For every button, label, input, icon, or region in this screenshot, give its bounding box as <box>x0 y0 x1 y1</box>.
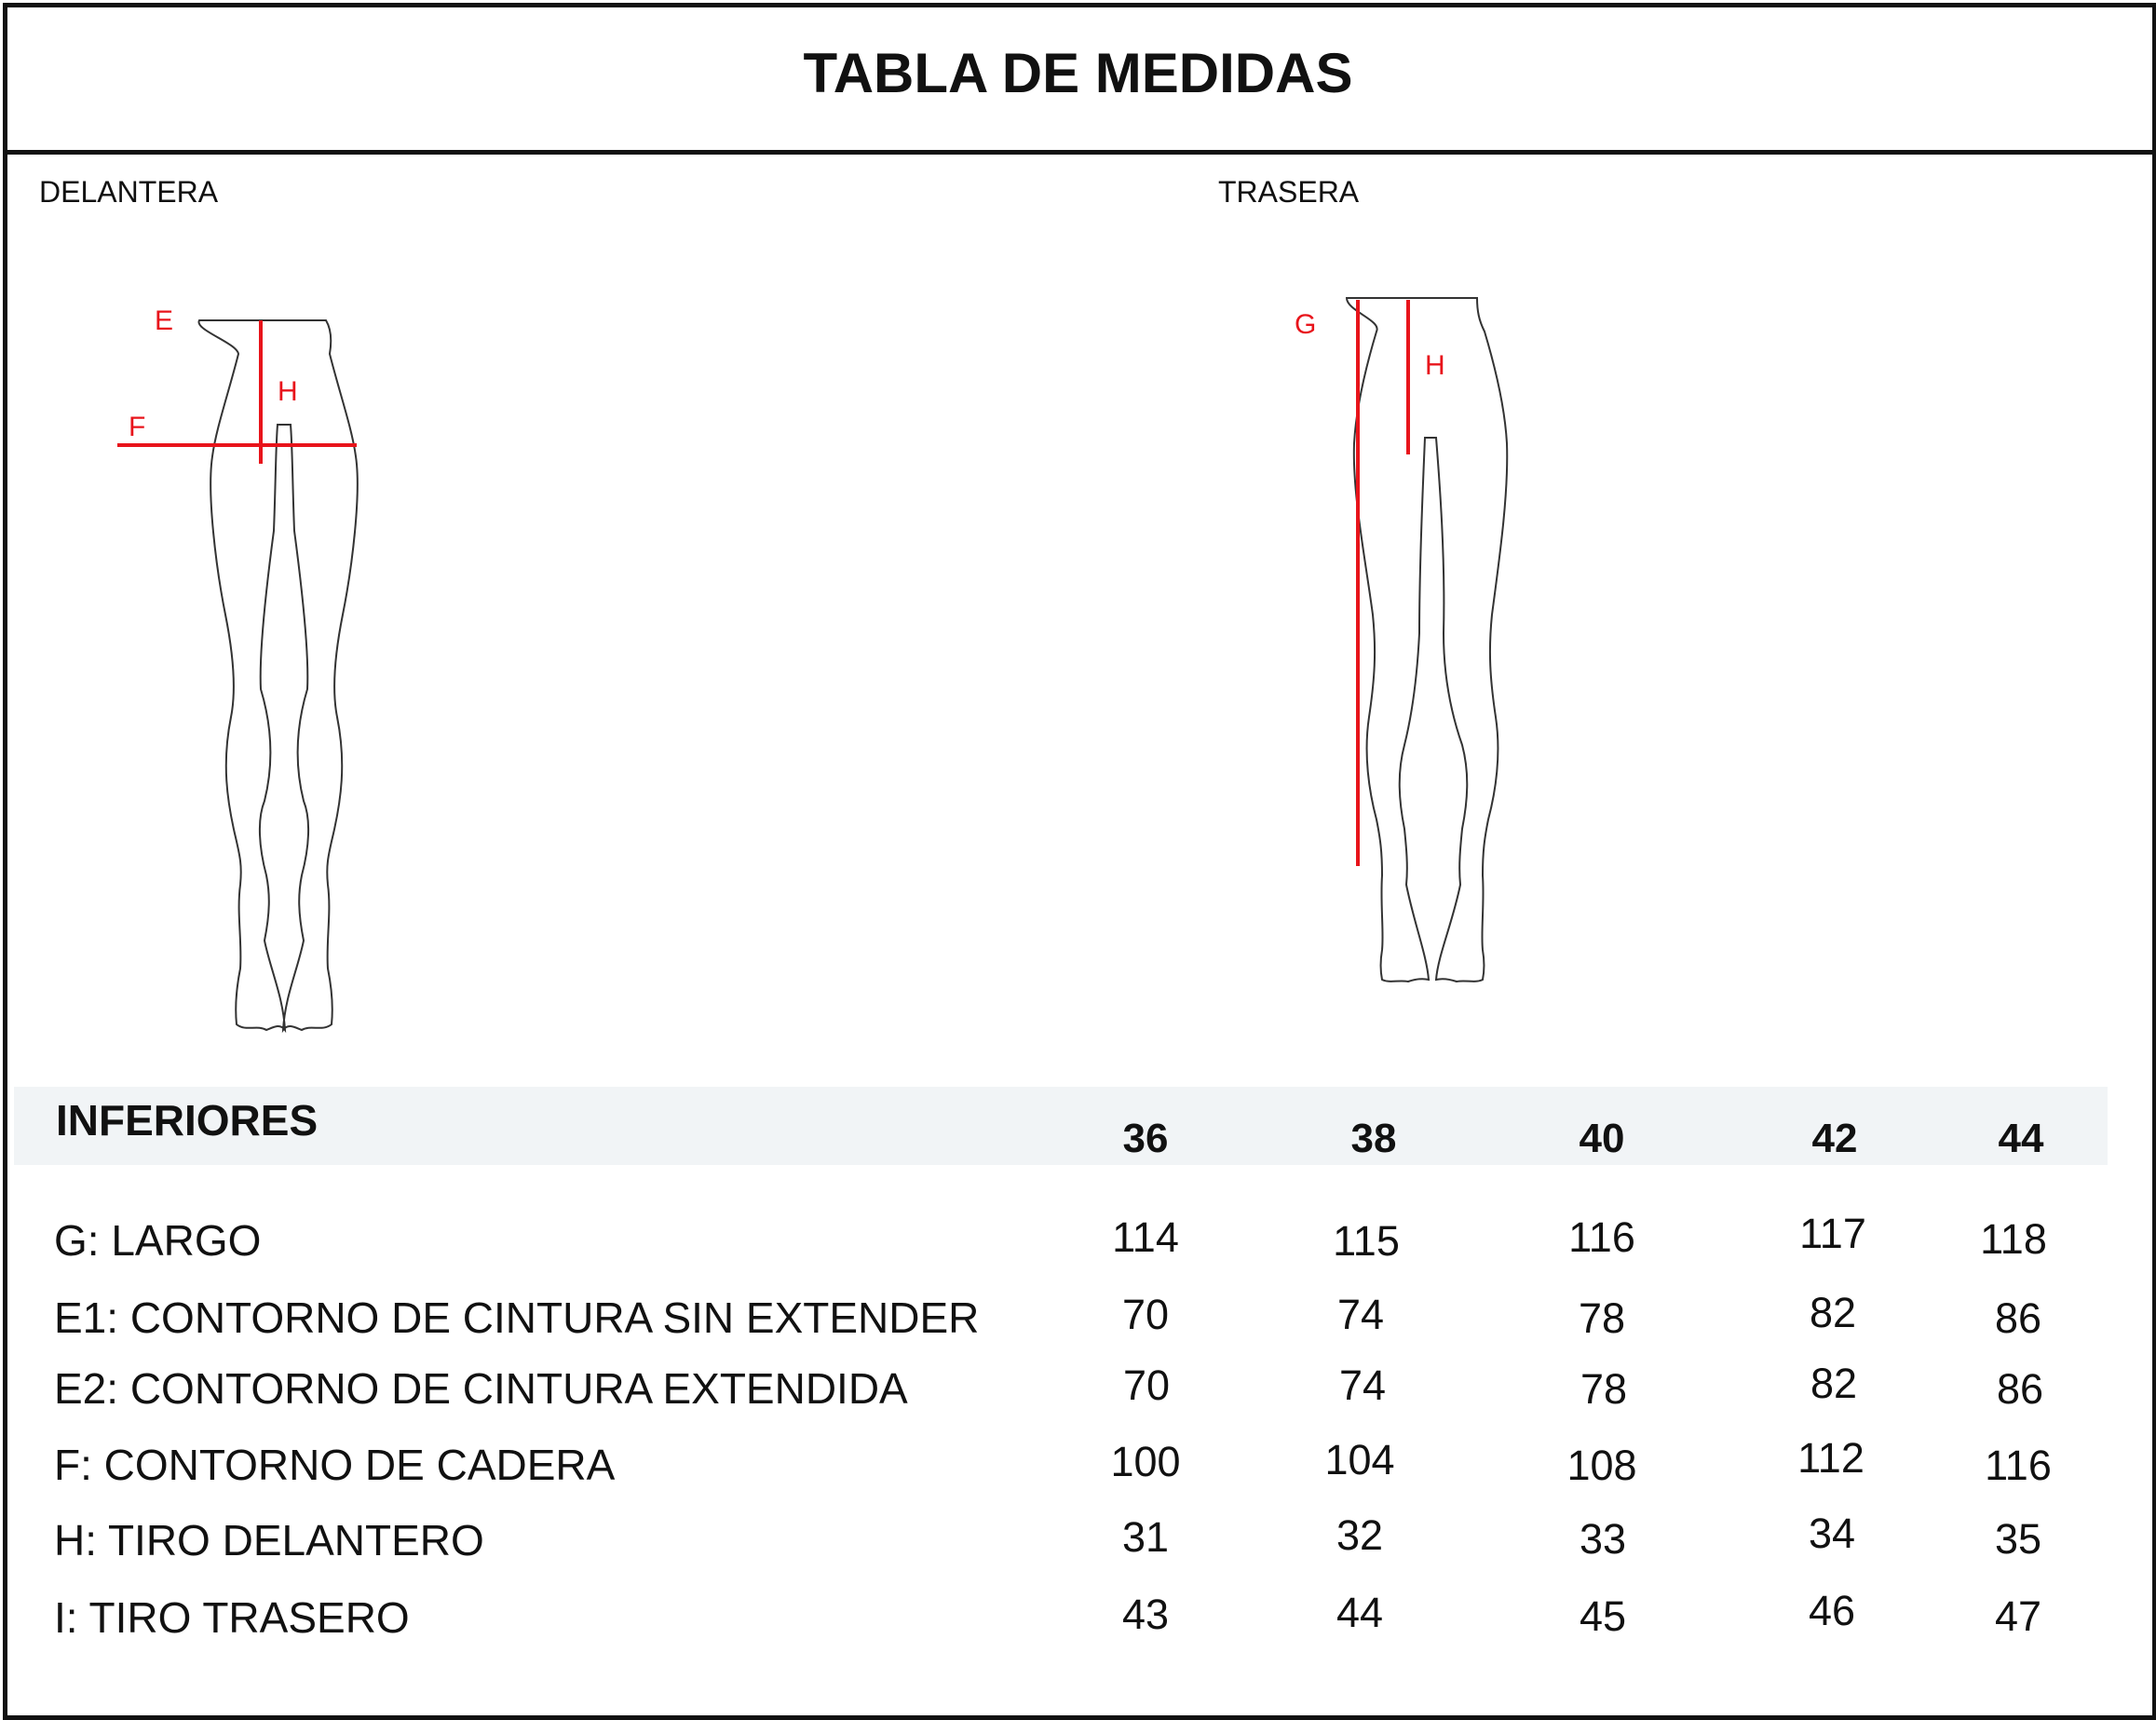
marker-h-front: H <box>278 376 298 407</box>
table-cell: 44 <box>1336 1589 1384 1636</box>
table-cell: 74 <box>1338 1361 1387 1409</box>
table-cell: 82 <box>1810 1360 1858 1407</box>
table-cell: 82 <box>1809 1289 1857 1336</box>
table-cell: 47 <box>1994 1592 2042 1640</box>
size-header: 44 <box>1998 1116 2044 1161</box>
table-cell: 34 <box>1808 1510 1856 1557</box>
back-leggings-outline <box>1347 298 1507 982</box>
table-cell: 86 <box>1996 1365 2044 1413</box>
table-cell: 78 <box>1578 1294 1626 1342</box>
front-leggings-outline <box>198 320 357 1030</box>
table-cell: 116 <box>1568 1213 1635 1261</box>
back-leggings-diagram <box>1285 279 1527 1024</box>
table-cell: 35 <box>1994 1515 2042 1563</box>
table-cell: 74 <box>1336 1291 1385 1338</box>
table-cell: 70 <box>1122 1361 1171 1409</box>
table-cell: 45 <box>1579 1592 1627 1640</box>
table-cell: 46 <box>1808 1587 1856 1634</box>
marker-e-front: E <box>155 305 174 336</box>
row-label: G: LARGO <box>54 1216 262 1265</box>
row-label: F: CONTORNO DE CADERA <box>54 1441 616 1489</box>
table-cell: 115 <box>1333 1217 1400 1265</box>
table-cell: 43 <box>1121 1591 1170 1638</box>
table-cell: 33 <box>1579 1515 1627 1563</box>
table-cell: 117 <box>1799 1210 1866 1257</box>
page-title: TABLA DE MEDIDAS <box>803 42 1353 104</box>
table-cell: 100 <box>1110 1438 1181 1485</box>
row-label: I: TIRO TRASERO <box>54 1593 410 1642</box>
back-view-label: TRASERA <box>1218 175 1360 209</box>
marker-f-front: F <box>129 412 146 442</box>
size-header: 40 <box>1579 1116 1625 1161</box>
table-cell: 116 <box>1985 1442 2052 1489</box>
table-cell: 108 <box>1566 1442 1637 1489</box>
table-cell: 78 <box>1580 1365 1628 1413</box>
table-cell: 114 <box>1112 1213 1179 1261</box>
table-section-title: INFERIORES <box>56 1096 319 1144</box>
size-header: 42 <box>1811 1116 1858 1161</box>
table-cell: 118 <box>1980 1215 2047 1263</box>
table-cell: 112 <box>1797 1434 1864 1482</box>
table-cell: 86 <box>1994 1294 2042 1342</box>
front-leggings-diagram <box>112 298 391 1034</box>
size-header: 38 <box>1350 1116 1397 1161</box>
table-cell: 31 <box>1121 1513 1170 1561</box>
marker-h-back: H <box>1425 350 1445 381</box>
table-cell: 70 <box>1121 1291 1170 1338</box>
table-cell: 104 <box>1324 1436 1395 1483</box>
front-view-label: DELANTERA <box>39 175 219 209</box>
row-label: E1: CONTORNO DE CINTURA SIN EXTENDER <box>54 1293 980 1342</box>
marker-g-back: G <box>1295 309 1317 340</box>
row-label: E2: CONTORNO DE CINTURA EXTENDIDA <box>54 1364 908 1413</box>
size-header: 36 <box>1122 1116 1169 1161</box>
row-label: H: TIRO DELANTERO <box>54 1516 484 1564</box>
table-cell: 32 <box>1336 1511 1384 1559</box>
